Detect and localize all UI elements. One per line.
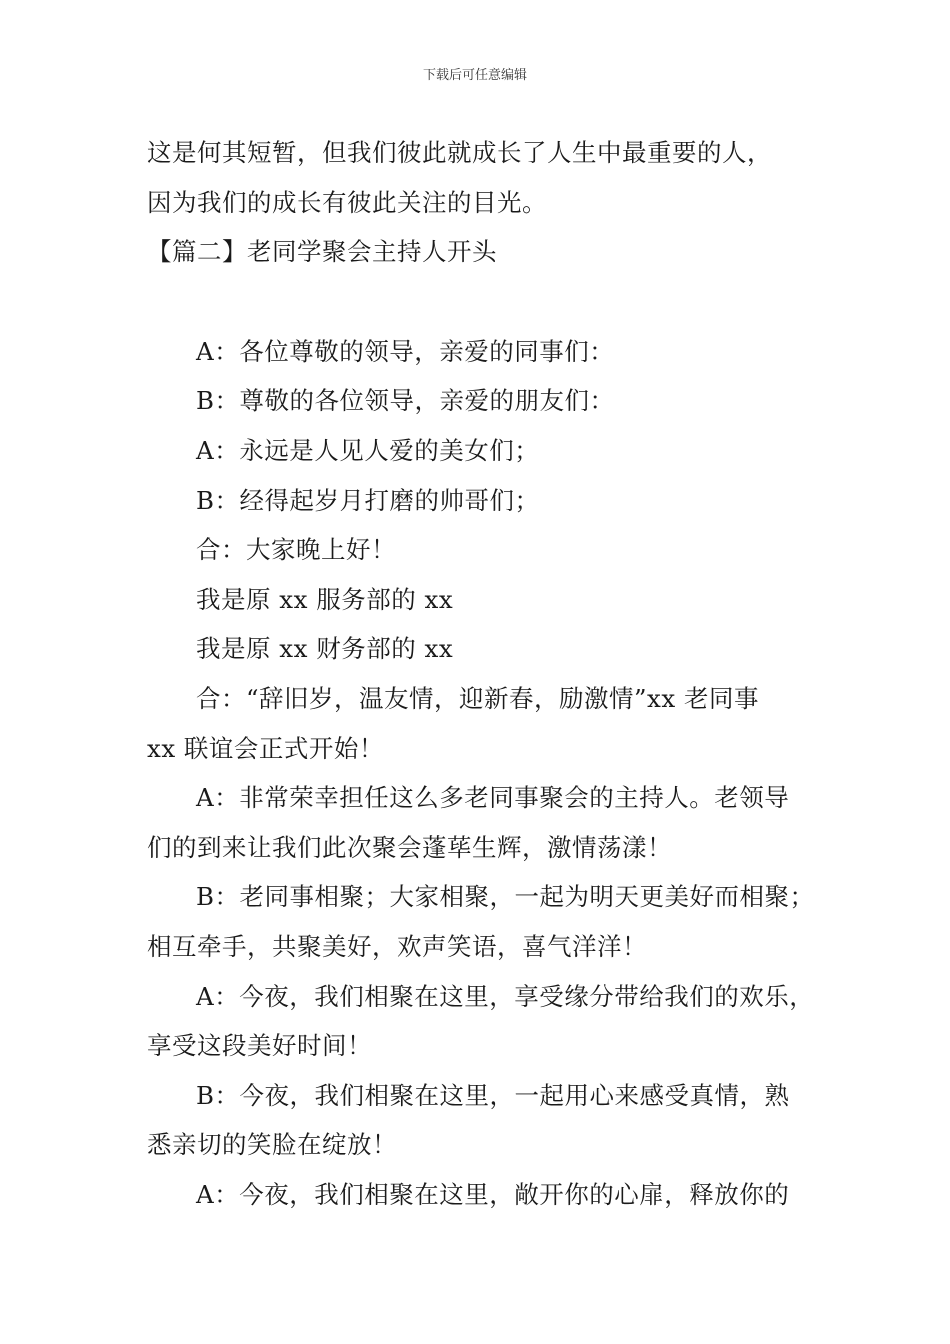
dialogue-line-continued: 相互牵手，共聚美好，欢声笑语，喜气洋洋！ [147,931,647,961]
paragraph-line: 这是何其短暂，但我们彼此就成长了人生中最重要的人， [147,138,772,167]
dialogue-line: A：永远是人见人爱的美女们； [196,435,540,465]
page-header: 下载后可任意编辑 [422,68,527,83]
dialogue-line: B：尊敬的各位领导，亲爱的朋友们： [196,386,615,416]
paragraph-line: 因为我们的成长有彼此关注的目光。 [147,187,547,217]
dialogue-line-continued: xx 联谊会正式开始！ [147,733,384,763]
section-heading: 【篇二】老同学聚会主持人开头 [147,237,497,267]
dialogue-line: B：今夜，我们相聚在这里，一起用心来感受真情，熟 [196,1080,790,1110]
dialogue-line: B：经得起岁月打磨的帅哥们； [196,485,540,515]
dialogue-line: A：今夜，我们相聚在这里，享受缘分带给我们的欢乐， [196,981,815,1011]
dialogue-line-continued: 享受这段美好时间！ [147,1031,372,1061]
dialogue-line: A：今夜，我们相聚在这里，敞开你的心扉，释放你的 [196,1179,790,1209]
dialogue-line-continued: 悉亲切的笑脸在绽放！ [147,1130,397,1160]
dialogue-line: A：非常荣幸担任这么多老同事聚会的主持人。老领导 [196,783,790,813]
dialogue-line-continued: 们的到来让我们此次聚会蓬荜生辉，激情荡漾！ [147,832,672,862]
dialogue-line: A：各位尊敬的领导，亲爱的同事们： [196,336,615,366]
dialogue-line: 我是原 xx 财务部的 xx [196,634,454,664]
dialogue-line: 合：“辞旧岁，温友情，迎新春，励激情”xx 老同事 [196,683,759,713]
dialogue-line: 合：大家晚上好！ [196,535,396,565]
blank-line [147,277,827,327]
dialogue-line: B：老同事相聚；大家相聚，一起为明天更美好而相聚； [196,882,815,912]
dialogue-line: 我是原 xx 服务部的 xx [196,584,454,614]
document-body [147,128,827,1219]
